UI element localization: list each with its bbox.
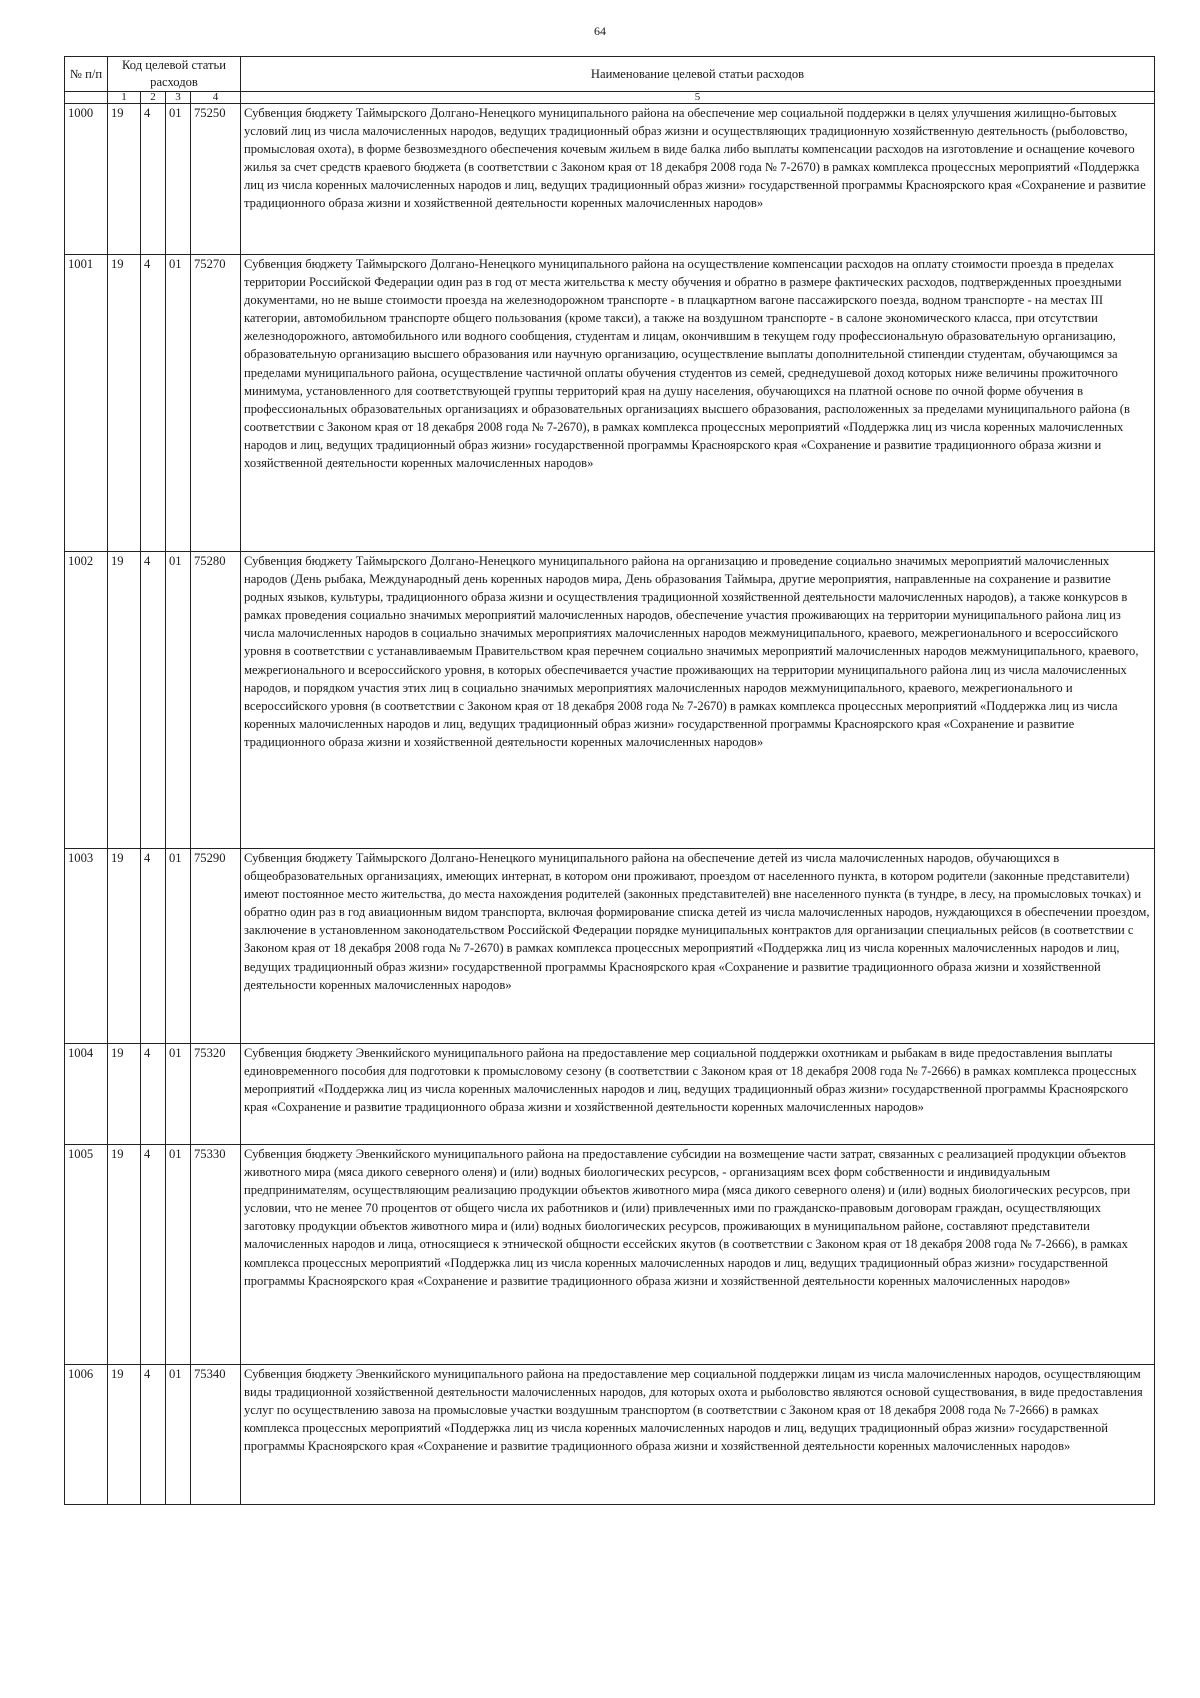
table-row <box>65 552 1155 849</box>
code-part: 75330 <box>191 1145 241 1365</box>
header-name: Наименование целевой статьи расходов <box>241 57 1155 92</box>
header-sub-number: 1 <box>108 92 141 104</box>
header-sub-number: 4 <box>191 92 241 104</box>
table-row <box>65 255 1155 552</box>
row-number: 1001 <box>65 255 108 552</box>
header-sub-number: 2 <box>141 92 166 104</box>
code-part: 19 <box>108 104 141 255</box>
header-no: № п/п <box>65 57 108 92</box>
header-sub-number: 3 <box>166 92 191 104</box>
table-row <box>65 849 1155 1044</box>
code-part: 4 <box>141 104 166 255</box>
code-part: 19 <box>108 255 141 552</box>
code-part: 4 <box>141 1145 166 1365</box>
code-part: 75280 <box>191 552 241 849</box>
code-part: 01 <box>166 1145 191 1365</box>
code-part: 01 <box>166 1365 191 1505</box>
code-part: 75250 <box>191 104 241 255</box>
code-part: 4 <box>141 1365 166 1505</box>
row-number: 1002 <box>65 552 108 849</box>
row-description: Субвенция бюджету Таймырского Долгано-Ненецкого муниципального района на осуществление компенсации расходов на оплату стоимости проезда в пределах территории Российской Федерации один раз в год от места жительства к месту обучения и обратно в размере фактических расходов, подтвержденных проездными документами, но не выше стоимости проезда на железнодорожном транспорте - в плацкартном вагоне пассажирского поезда, водном транспорте - на местах III категории, автомобильном транспорте общего пользования (кроме такси), а также на воздушном транспорте - в салоне экономического класса, при отсутствии железнодорожного, автомобильного или водного сообщения, студентам и лицам, окончившим в текущем году профессиональную образовательную организацию, образовательную организацию высшего образования или научную организацию, осуществление выплаты дополнительной стипендии студентам, обучающимся за пределами муниципального района, осуществление частичной оплаты обучения студентов из семей, среднедушевой доход которых ниже величины прожиточного минимума, установленного для соответствующей группы территорий края на душу населения, обучающихся на платной основе по очной форме обучения в профессиональных образовательных организациях и образовательных организациях высшего образования, расположенных за пределами муниципального района (в соответствии с Законом края от 18 декабря 2008 года № 7-2670), в рамках комплекса процессных мероприятий «Поддержка лиц из числа коренных малочисленных народов и лиц, ведущих традиционный образ жизни» государственной программы Красноярского края «Сохранение и развитие традиционного образа жизни и хозяйственной деятельности коренных малочисленных народов» <box>241 255 1155 552</box>
row-description: Субвенция бюджету Эвенкийского муниципального района на предоставление субсидии на возмещение части затрат, связанных с реализацией продукции объектов животного мира (мяса дикого северного оленя) и (или) водных биологических ресурсов, - организациям всех форм собственности и индивидуальным предпринимателям, осуществляющим реализацию продукции объектов животного мира (мяса дикого северного оленя) и (или) водных биологических ресурсов, при условии, что не менее 70 процентов от общего числа их работников и (или) привлеченных ими по гражданско-правовым договорам граждан, осуществляющих заготовку продукции объектов животного мира и (или) водных биологических ресурсов, проживающих в муниципальном районе, составляют представители малочисленных народов и лица, относящиеся к этнической общности ессейских якутов (в соответствии с Законом края от 18 декабря 2008 года № 7-2666), в рамках комплекса процессных мероприятий «Поддержка лиц из числа коренных малочисленных народов и лиц, ведущих традиционный образ жизни» государственной программы Красноярского края «Сохранение и развитие традиционного образа жизни и хозяйственной деятельности коренных малочисленных народов» <box>241 1145 1155 1365</box>
code-part: 01 <box>166 255 191 552</box>
header-sub-number: 5 <box>241 92 1155 104</box>
table-row <box>65 1044 1155 1145</box>
row-description: Субвенция бюджету Таймырского Долгано-Ненецкого муниципального района на обеспечение детей из числа малочисленных народов, обучающихся в общеобразовательных организациях, имеющих интернат, в котором они проживают, проездом от населенного пункта, в котором родители (законные представители) имеют постоянное место жительства, до места нахождения родителей (законных представителей) вне населенного пункта (в тундре, в лесу, на промысловых точках) и обратно один раз в год авиационным видом транспорта, включая формирование списка детей из числа малочисленных народов, нуждающихся в обеспечении проездом, заключение в установленном законодательством Российской Федерации порядке муниципальных контрактов для организации специальных рейсов (в соответствии с Законом края от 18 декабря 2008 года № 7-2670) в рамках комплекса процессных мероприятий «Поддержка лиц из числа коренных малочисленных народов и лиц, ведущих традиционный образ жизни» государственной программы Красноярского края «Сохранение и развитие традиционного образа жизни и хозяйственной деятельности коренных малочисленных народов» <box>241 849 1155 1044</box>
row-number: 1000 <box>65 104 108 255</box>
code-part: 19 <box>108 552 141 849</box>
code-part: 19 <box>108 1365 141 1505</box>
code-part: 01 <box>166 552 191 849</box>
code-part: 75320 <box>191 1044 241 1145</box>
code-part: 01 <box>166 1044 191 1145</box>
row-number: 1005 <box>65 1145 108 1365</box>
code-part: 19 <box>108 849 141 1044</box>
code-part: 75270 <box>191 255 241 552</box>
row-description: Субвенция бюджету Таймырского Долгано-Ненецкого муниципального района на обеспечение мер социальной поддержки в целях улучшения жилищно-бытовых условий лиц из числа малочисленных народов, ведущих традиционный образ жизни и осуществляющих традиционную хозяйственную деятельность (рыболовство, промысловая охота), в форме безвозмездного обеспечения кочевым жильем в виде балка либо выплаты компенсации расходов на изготовление и оснащение кочевого жилья за счет средств краевого бюджета (в соответствии с Законом края от 18 декабря 2008 года № 7-2670) в рамках комплекса процессных мероприятий «Поддержка лиц из числа коренных малочисленных народов и лиц, ведущих традиционный образ жизни» государственной программы Красноярского края «Сохранение и развитие традиционного образа жизни и хозяйственной деятельности коренных малочисленных народов» <box>241 104 1155 255</box>
row-number: 1006 <box>65 1365 108 1505</box>
row-number: 1004 <box>65 1044 108 1145</box>
code-part: 4 <box>141 255 166 552</box>
code-part: 01 <box>166 849 191 1044</box>
table-row <box>65 1145 1155 1365</box>
header-code: Код целевой статьи расходов <box>108 57 241 92</box>
table-row <box>65 104 1155 255</box>
target-articles-table <box>64 56 1155 1505</box>
row-description: Субвенция бюджету Таймырского Долгано-Ненецкого муниципального района на организацию и проведение социально значимых мероприятий малочисленных народов (День рыбака, Международный день коренных народов мира, День образования Таймыра, другие мероприятия, направленные на сохранение и развитие родных языков, культуры, традиционного образа жизни и осуществления традиционной хозяйственной деятельности малочисленных народов), а также конкурсов в рамках проведения социально значимых мероприятий малочисленных народов, обеспечение участия проживающих на территории муниципального района лиц из числа малочисленных народов в социально значимых мероприятиях малочисленных народов межмуниципального, краевого, межрегионального и всероссийского уровня в соответствии с устанавливаемым Правительством края перечнем социально значимых мероприятий малочисленных народов межмуниципального, краевого, межрегионального и всероссийского уровня, в которых обеспечивается участие проживающих на территории муниципального района лиц из числа малочисленных народов, и порядком участия этих лиц в социально значимых мероприятиях малочисленных народов межмуниципального, краевого, межрегионального и всероссийского уровня (в соответствии с Законом края от 18 декабря 2008 года № 7-2670) в рамках комплекса процессных мероприятий «Поддержка лиц из числа коренных малочисленных народов и лиц, ведущих традиционный образ жизни» государственной программы Красноярского края «Сохранение и развитие традиционного образа жизни и хозяйственной деятельности коренных малочисленных народов» <box>241 552 1155 849</box>
code-part: 4 <box>141 1044 166 1145</box>
code-part: 75340 <box>191 1365 241 1505</box>
row-description: Субвенция бюджету Эвенкийского муниципального района на предоставление мер социальной поддержки лицам из числа малочисленных народов, осуществляющим виды традиционной хозяйственной деятельности малочисленных народов, для которых охота и рыболовство являются основой существования, в виде предоставления услуг по осуществлению завоза на промысловые участки воздушным транспортом (в соответствии с Законом края от 18 декабря 2008 года № 7-2666) в рамках комплекса процессных мероприятий «Поддержка лиц из числа коренных малочисленных народов и лиц, ведущих традиционный образ жизни» государственной программы Красноярского края «Сохранение и развитие традиционного образа жизни и хозяйственной деятельности коренных малочисленных народов» <box>241 1365 1155 1505</box>
code-part: 4 <box>141 849 166 1044</box>
code-part: 75290 <box>191 849 241 1044</box>
code-part: 4 <box>141 552 166 849</box>
row-number: 1003 <box>65 849 108 1044</box>
code-part: 19 <box>108 1044 141 1145</box>
row-description: Субвенция бюджету Эвенкийского муниципального района на предоставление мер социальной поддержки охотникам и рыбакам в виде предоставления выплаты единовременного пособия для подготовки к промысловому сезону (в соответствии с Законом края от 18 декабря 2008 года № 7-2666) в рамках комплекса процессных мероприятий «Поддержка лиц из числа коренных малочисленных народов и лиц, ведущих традиционный образ жизни» государственной программы Красноярского края «Сохранение и развитие традиционного образа жизни и хозяйственной деятельности коренных малочисленных народов» <box>241 1044 1155 1145</box>
code-part: 19 <box>108 1145 141 1365</box>
header-empty-cell <box>65 92 108 104</box>
code-part: 01 <box>166 104 191 255</box>
page-number: 64 <box>594 24 606 38</box>
table-row <box>65 1365 1155 1505</box>
